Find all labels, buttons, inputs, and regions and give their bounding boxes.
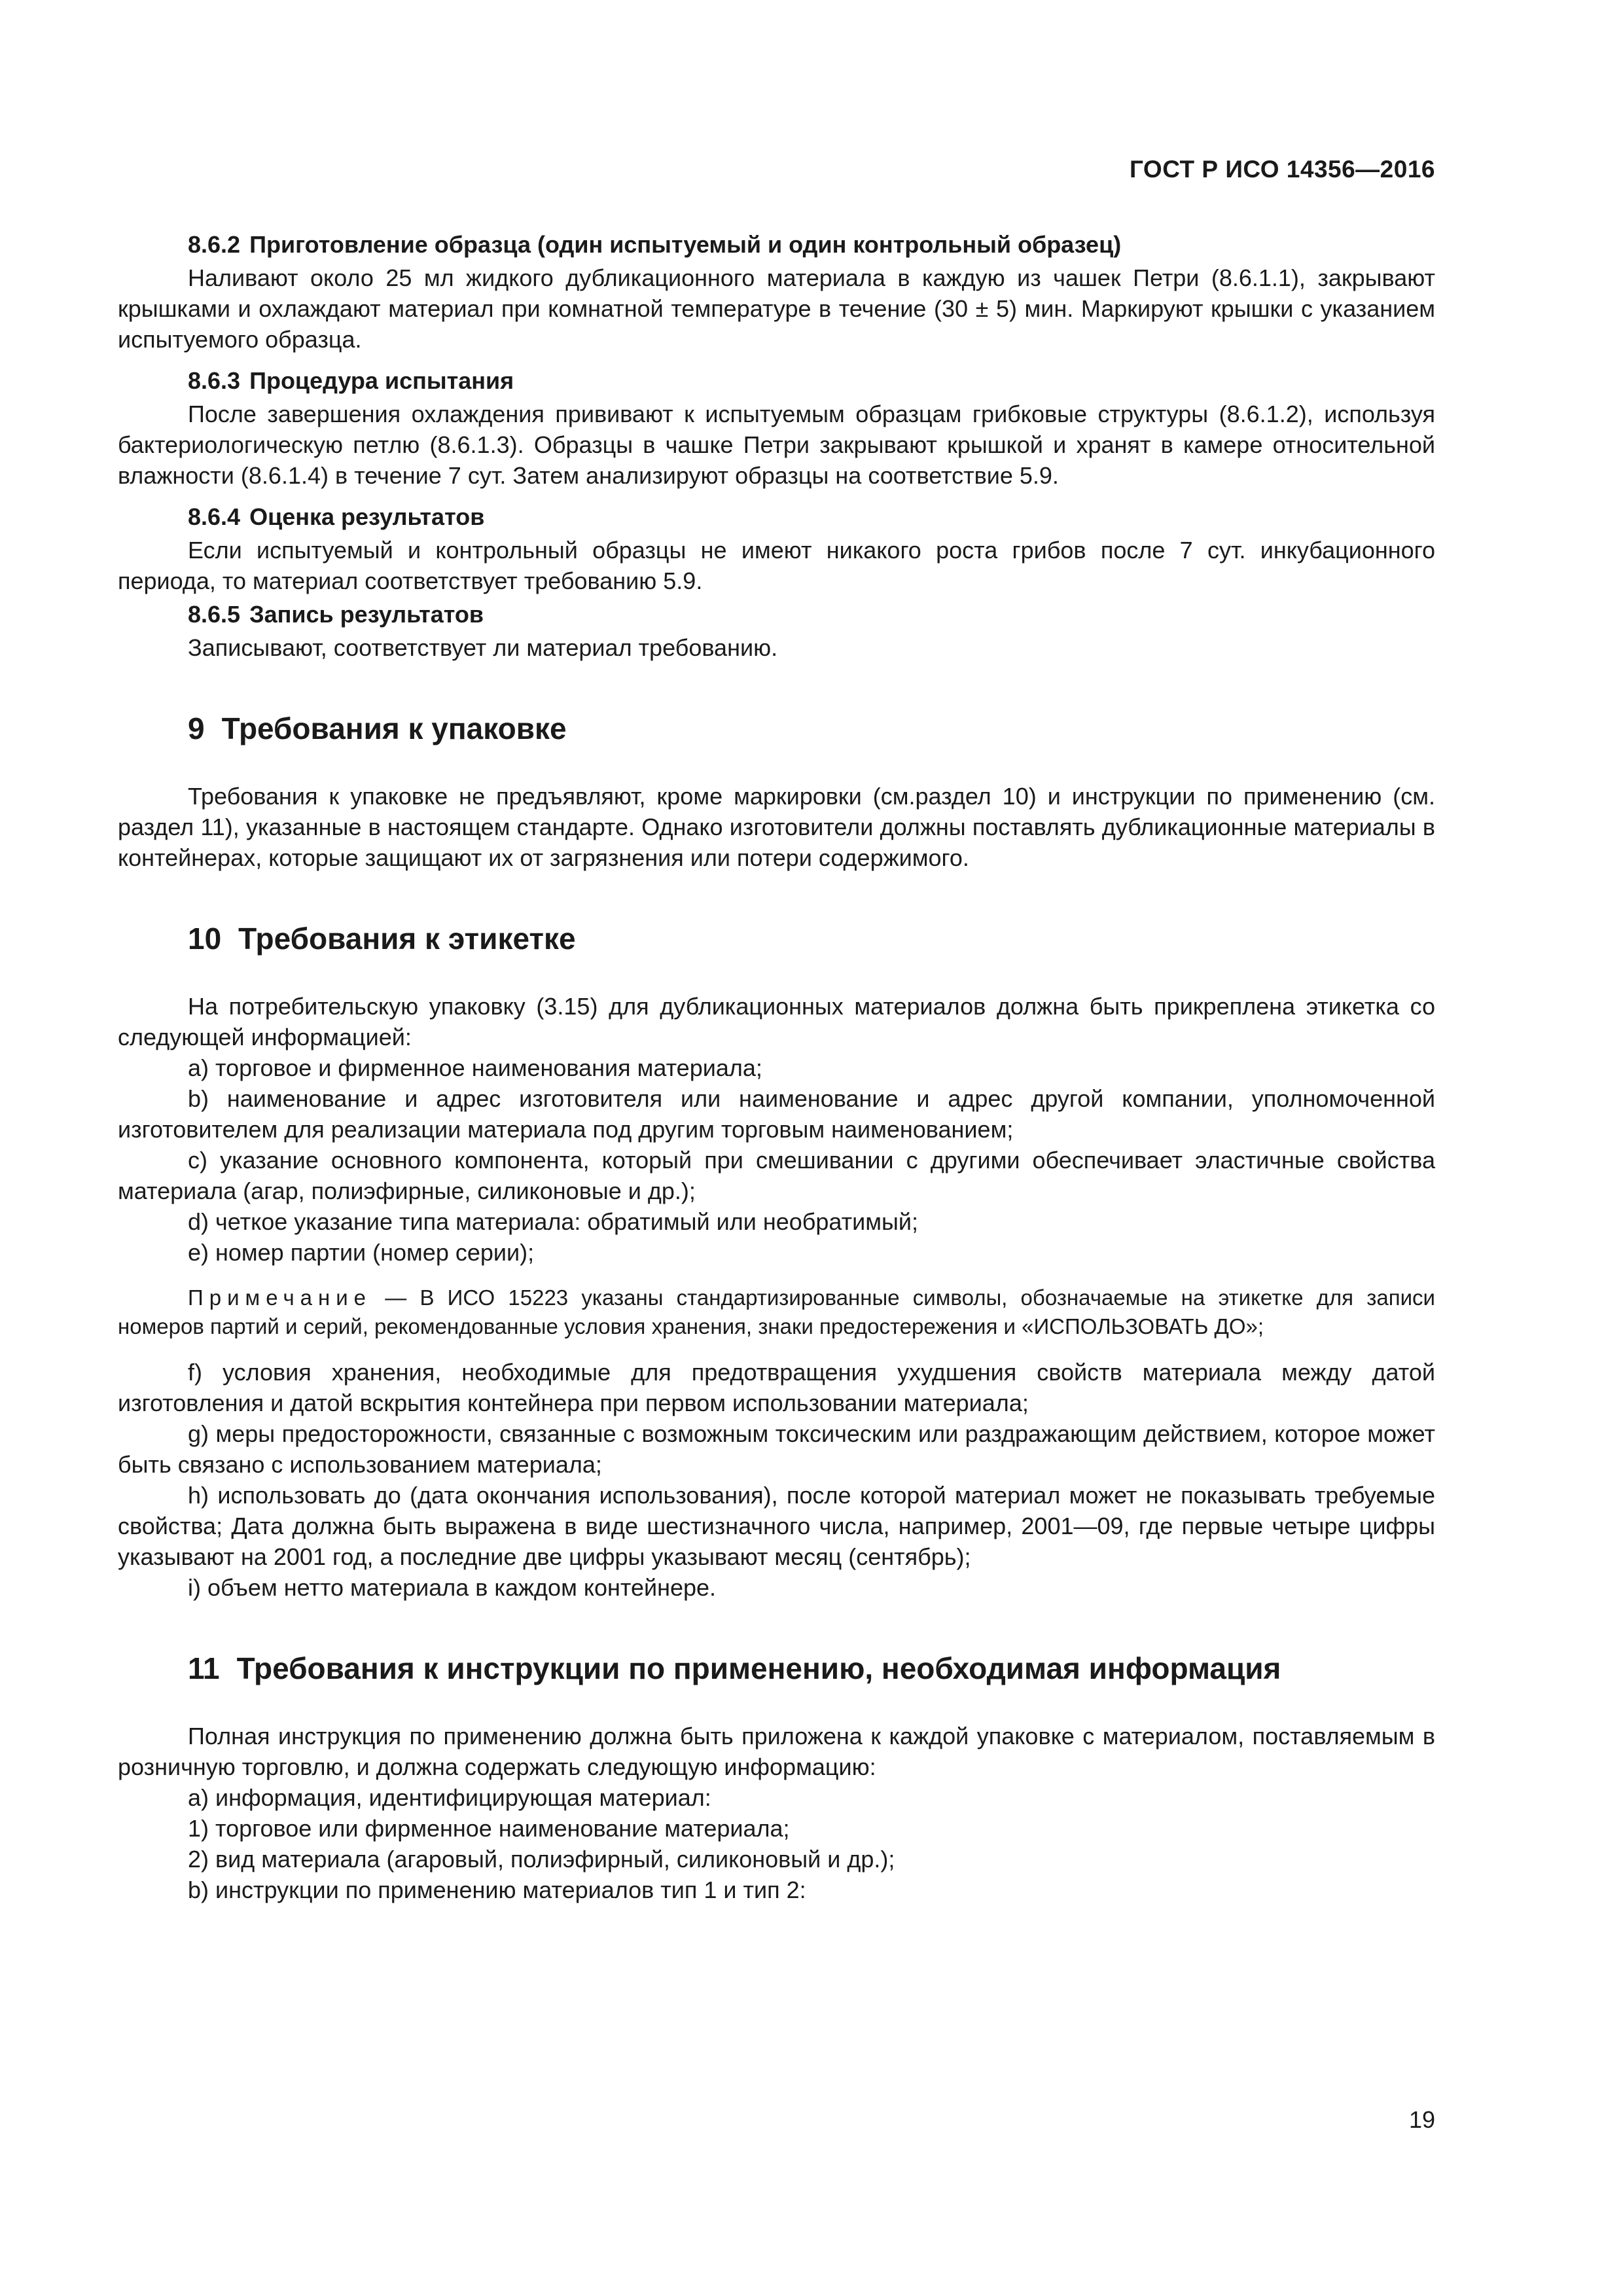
section-title: Требования к этикетке: [238, 922, 576, 956]
list-item: g) меры предосторожности, связанные с возможным токсическим или раздражающим действием, которое может быть связано с использованием материала;: [118, 1420, 1435, 1478]
section-title: Требования к упаковке: [221, 711, 567, 745]
list-item: a) торговое и фирменное наименования материала;: [188, 1054, 762, 1081]
page-number: 19: [1408, 2106, 1435, 2133]
subsection-heading-8-6-3: [118, 365, 1435, 396]
subsection-title: Процедура испытания: [249, 367, 514, 394]
list-item: b) инструкции по применению материалов тип 1 и тип 2:: [188, 1876, 806, 1903]
subsection-title: Оценка результатов: [249, 503, 485, 530]
section-title: Требования к инструкции по применению, необходимая информация: [236, 1651, 1281, 1685]
list-item: h) использовать до (дата окончания использования), после которой материал может не показывать требуемые свойства; Дата должна быть выражена в виде шестизначного числа, например, 2001—09, где первые четыре цифры указывают на 2001 год, а последние две цифры указывают месяц (сентябрь);: [118, 1482, 1435, 1570]
list-item: f) условия хранения, необходимые для предотвращения ухудшения свойств материала между датой изготовления и датой вскрытия контейнера при первом использовании материала;: [118, 1359, 1435, 1416]
section-heading-10: [118, 920, 1435, 957]
paragraph-8-6-2: Наливают около 25 мл жидкого дубликационного материала в каждую из чашек Петри (8.6.1.1), закрывают крышками и охлаждают материал при комнатной температуре в течение (30 ± 5) мин. Маркируют крышки с указанием испытуемого образца.: [118, 264, 1435, 353]
subsection-number: 8.6.5: [188, 601, 241, 628]
subsection-title: Запись результатов: [249, 601, 484, 628]
subsection-number: 8.6.3: [188, 367, 241, 394]
section-number: 9: [188, 711, 205, 745]
section-number: 10: [188, 922, 222, 956]
document-code-header: ГОСТ Р ИСО 14356—2016: [1129, 156, 1435, 183]
paragraph-section-9: Требования к упаковке не предъявляют, кроме маркировки (см.раздел 10) и инструкции по применению (см. раздел 11), указанные в настоящем стандарте. Однако изготовители должны поставлять дубликационные материалы в контейнерах, которые защищают их от загрязнения или потери содержимого.: [118, 783, 1435, 871]
paragraph-section-10-intro: На потребительскую упаковку (3.15) для дубликационных материалов должна быть прикреплена этикетка со следующей информацией:: [118, 993, 1435, 1050]
section-heading-11: [118, 1650, 1435, 1687]
subsection-number: 8.6.2: [188, 231, 241, 258]
list-item: i) объем нетто материала в каждом контейнере.: [188, 1574, 717, 1601]
subsection-title: Приготовление образца (один испытуемый и один контрольный образец): [249, 231, 1122, 258]
note: [118, 1283, 1435, 1341]
list-item: 1) торговое или фирменное наименование материала;: [188, 1815, 790, 1842]
paragraph-8-6-5: Записывают, соответствует ли материал требованию.: [188, 634, 778, 661]
list-item: c) указание основного компонента, который при смешивании с другими обеспечивает эластичные свойства материала (агар, полиэфирные, силиконовые и др.);: [118, 1147, 1435, 1204]
paragraph-8-6-4: Если испытуемый и контрольный образцы не имеют никакого роста грибов после 7 сут. инкубационного периода, то материал соответствует требованию 5.9.: [118, 537, 1435, 594]
subsection-heading-8-6-4: [118, 501, 1435, 532]
subsection-heading-8-6-5: [118, 599, 1435, 630]
section-number: 11: [188, 1651, 220, 1685]
list-item: 2) вид материала (агаровый, полиэфирный, силиконовый и др.);: [188, 1846, 895, 1873]
paragraph-8-6-3: После завершения охлаждения прививают к испытуемым образцам грибковые структуры (8.6.1.2), используя бактериологическую петлю (8.6.1.3). Образцы в чашке Петри закрывают крышкой и хранят в камере относительной влажности (8.6.1.4) в течение 7 сут. Затем анализируют образцы на соответствие 5.9.: [118, 401, 1435, 489]
list-item: a) информация, идентифицирующая материал:: [188, 1784, 711, 1811]
note-label: Примечание: [188, 1285, 372, 1310]
list-item: b) наименование и адрес изготовителя или наименование и адрес другой компании, уполномоченной изготовителем для реализации материала под другим торговым наименованием;: [118, 1085, 1435, 1143]
paragraph-section-11-intro: Полная инструкция по применению должна быть приложена к каждой упаковке с материалом, поставляемым в розничную торговлю, и должна содержать следующую информацию:: [118, 1723, 1435, 1780]
note-text: — В ИСО 15223 указаны стандартизированные символы, обозначаемые на этикетке для записи номеров партий и серий, рекомендованные условия хранения, знаки предостережения и «ИСПОЛЬЗОВАТЬ ДО»;: [118, 1285, 1435, 1338]
subsection-number: 8.6.4: [188, 503, 241, 530]
section-heading-9: [118, 710, 1435, 747]
subsection-heading-8-6-2: [118, 229, 1435, 260]
list-item: e) номер партии (номер серии);: [188, 1239, 535, 1266]
document-body: [118, 229, 1435, 1905]
list-item: d) четкое указание типа материала: обратимый или необратимый;: [188, 1208, 918, 1235]
